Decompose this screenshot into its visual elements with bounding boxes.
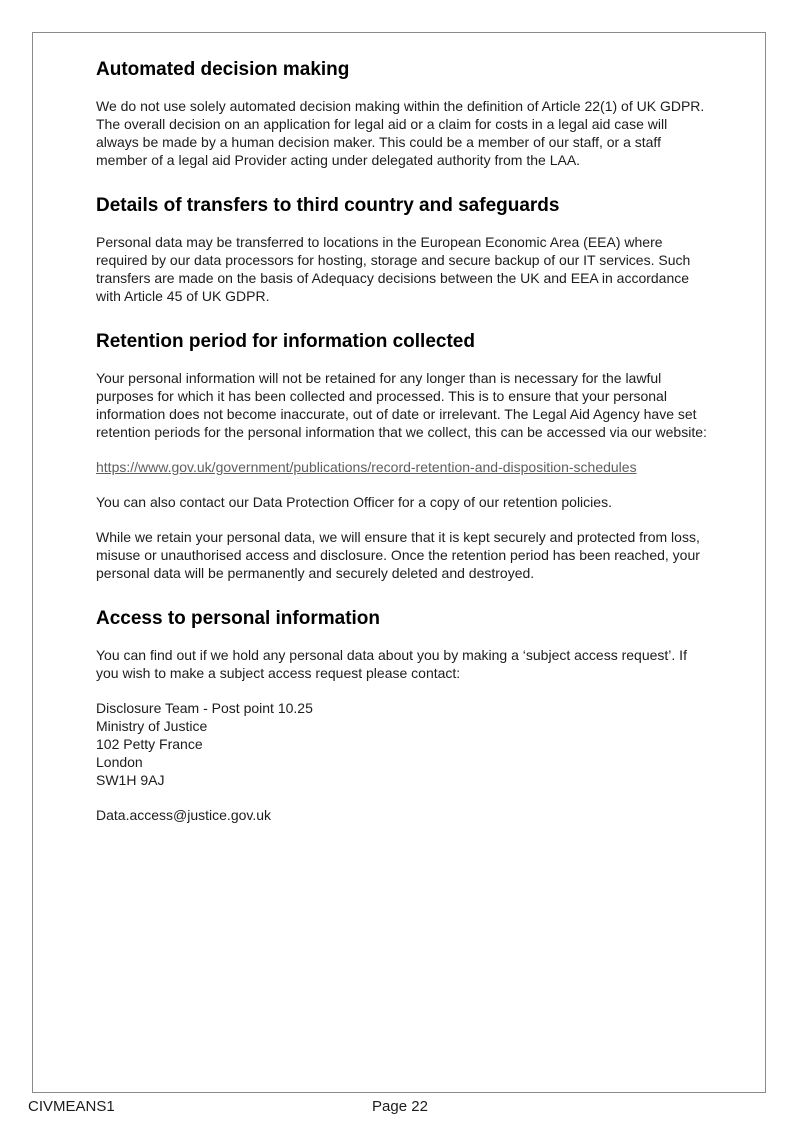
section-heading-retention-period: Retention period for information collected [96,331,475,352]
section-heading-access-personal-information: Access to personal information [96,608,381,629]
paragraph-automated-decision: We do not use solely automated decision making within the definition of Article 22(1) of UK GDPR. The overall decision on an application for legal aid or a claim for costs in a legal aid case will always be made by a human decision maker. This could be a member of our staff, or a staff member of a legal aid Provider acting under delegated authority from the LAA. [96,98,705,168]
address-line-city: London [96,754,143,770]
retention-schedules-link[interactable]: https://www.gov.uk/government/publications/record-retention-and-disposition-schedules [96,459,637,475]
footer-doc-code: CIVMEANS1 [28,1098,115,1115]
document-content [33,33,765,824]
address-line-team: Disclosure Team - Post point 10.25 [96,700,313,716]
paragraph-retention-security: While we retain your personal data, we will ensure that it is kept securely and protected from loss, misuse or unauthorised access and disclosure. Once the retention period has been reached, your personal data will be permanently and securely deleted and destroyed. [96,529,700,581]
paragraph-retention-contact-dpo: You can also contact our Data Protection Officer for a copy of our retention policies. [96,494,612,510]
section-heading-transfers-third-country: Details of transfers to third country and safeguards [96,195,560,216]
address-line-ministry: Ministry of Justice [96,718,208,734]
paragraph-transfers: Personal data may be transferred to locations in the European Economic Area (EEA) where required by our data processors for hosting, storage and secure backup of our IT services. Such transfers are made on the basis of Adequacy decisions between the UK and EEA in accordance with Article 45 of UK GDPR. [96,234,691,304]
paragraph-retention-intro: Your personal information will not be retained for any longer than is necessary for the lawful purposes for which it has been collected and processed. This is to ensure that your personal information does not become inaccurate, out of date or irrelevant. The Legal Aid Agency have set retention periods for the personal information that we collect, this can be accessed via our website: [96,370,707,440]
paragraph-subject-access-request: You can find out if we hold any personal data about you by making a ‘subject access request’. If you wish to make a subject access request please contact: [96,647,687,681]
section-heading-automated-decision-making: Automated decision making [96,59,350,80]
email-address: Data.access@justice.gov.uk [96,807,272,823]
footer-page-number: Page 22 [372,1098,428,1115]
retention-link-line [96,458,709,476]
address-line-street: 102 Petty France [96,736,203,752]
document-frame [32,32,766,1093]
address-line-postcode: SW1H 9AJ [96,772,165,788]
address-block [96,699,709,789]
